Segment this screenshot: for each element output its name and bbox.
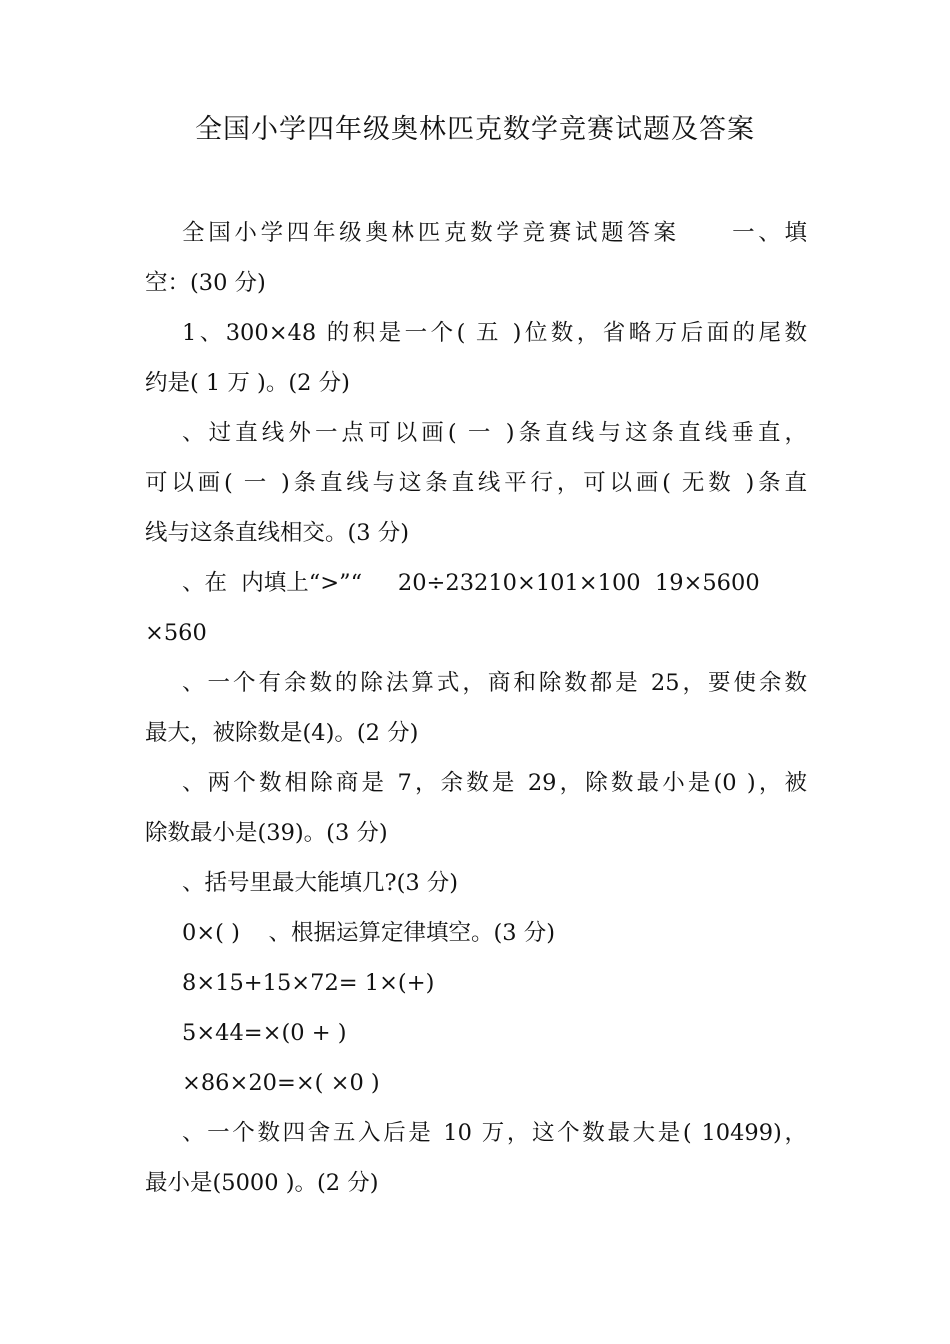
text-line-1: 全国小学四年级奥林匹克数学竞赛试题答案 一、填 xyxy=(182,220,807,246)
text-line-9: ×560 xyxy=(145,620,207,646)
text-line-15: 0×( ) 、根据运算定律填空。(3 分) xyxy=(182,920,556,946)
text-line-6: 可以画( 一 )条直线与这条直线平行，可以画( 无数 )条直 xyxy=(145,470,807,496)
text-line-18: ×86×20=×( ×0 ) xyxy=(182,1070,380,1096)
text-line-5: 、过直线外一点可以画( 一 )条直线与这条直线垂直， xyxy=(182,420,807,446)
text-line-17: 5×44=×(0 + ) xyxy=(182,1020,347,1046)
document-title: 全国小学四年级奥林匹克数学竞赛试题及答案 xyxy=(195,114,755,145)
text-line-19: 、一个数四舍五入后是 10 万，这个数最大是( 10499)， xyxy=(182,1120,807,1146)
text-line-13: 除数最小是(39)。(3 分) xyxy=(145,820,388,846)
text-line-2: 空：(30 分) xyxy=(145,270,266,296)
text-line-7: 线与这条直线相交。(3 分) xyxy=(145,520,410,546)
text-line-8: 、在 内填上“>”“ 20÷23210×101×100 19×5600 xyxy=(182,570,760,596)
text-line-20: 最小是(5000 )。(2 分) xyxy=(145,1170,379,1196)
text-line-11: 最大，被除数是(4)。(2 分) xyxy=(145,720,419,746)
text-line-10: 、一个有余数的除法算式，商和除数都是 25，要使余数 xyxy=(182,670,807,696)
text-line-14: 、括号里最大能填几?(3 分) xyxy=(182,870,459,896)
text-line-16: 8×15+15×72= 1×(+) xyxy=(182,970,435,996)
text-line-3: 1、300×48 的积是一个( 五 )位数，省略万后面的尾数 xyxy=(182,320,807,346)
text-line-12: 、两个数相除商是 7，余数是 29，除数最小是(0 )，被 xyxy=(182,770,807,796)
text-line-4: 约是( 1 万 )。(2 分) xyxy=(145,370,350,396)
